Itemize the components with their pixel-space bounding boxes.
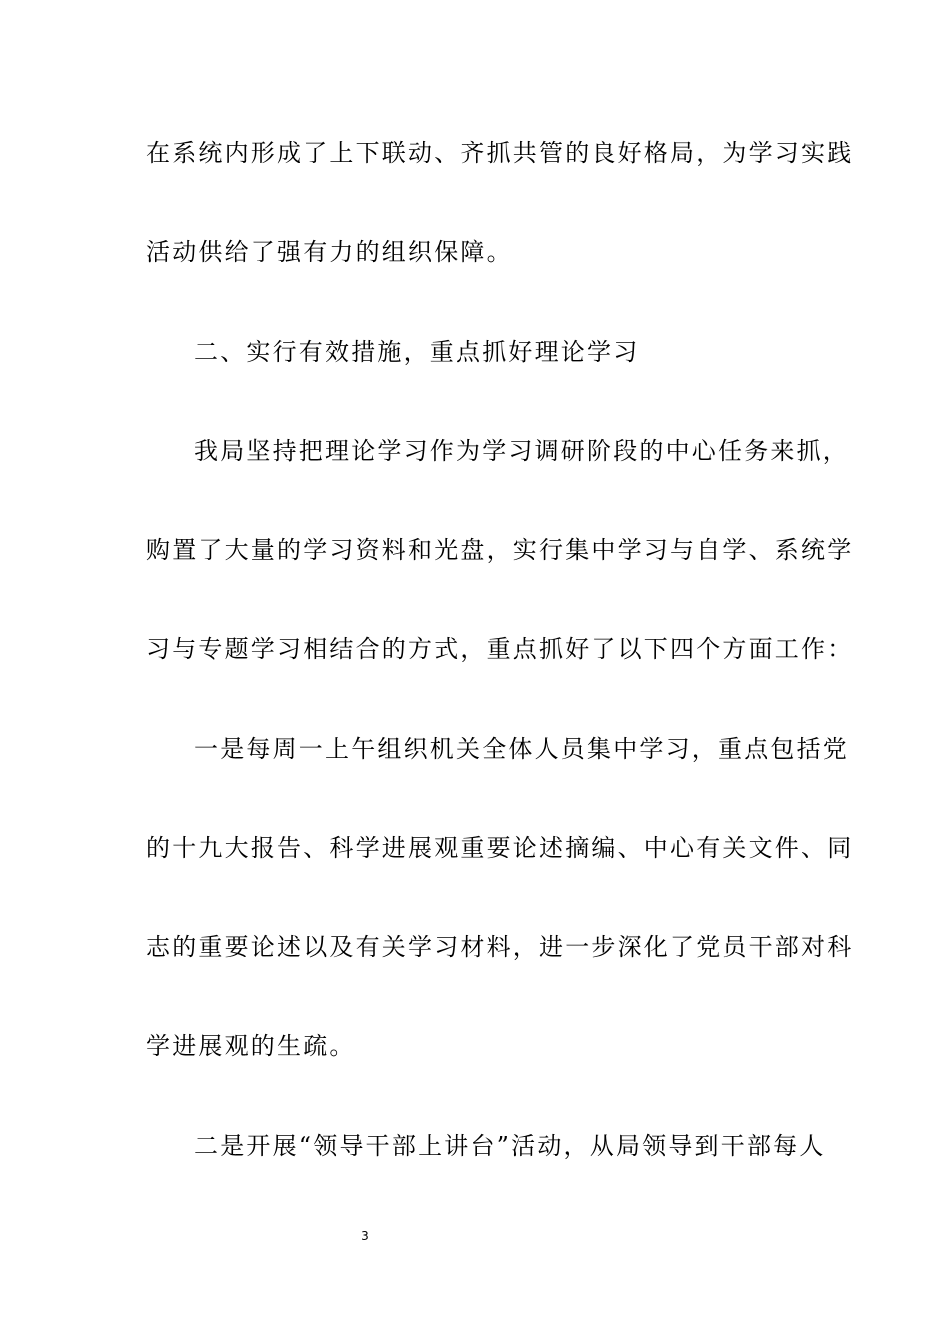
body-text-line: 我局坚持把理论学习作为学习调研阶段的中心任务来抓， xyxy=(194,437,849,465)
body-text-line: 二是开展“领导干部上讲台”活动，从局领导到干部每人 xyxy=(194,1132,826,1160)
body-text-line: 习与专题学习相结合的方式，重点抓好了以下四个方面工作： xyxy=(146,635,854,663)
body-text-line: 的十九大报告、科学进展观重要论述摘编、中心有关文件、同 xyxy=(146,834,854,862)
body-text-line: 学进展观的生疏。 xyxy=(146,1032,356,1060)
page-number: 3 xyxy=(361,1229,369,1243)
body-text-line: 在系统内形成了上下联动、齐抓共管的良好格局，为学习实践 xyxy=(146,139,854,167)
body-text-line: 活动供给了强有力的组织保障。 xyxy=(146,238,513,266)
body-text-line: 一是每周一上午组织机关全体人员集中学习，重点包括党 xyxy=(194,735,849,763)
body-text-line: 志的重要论述以及有关学习材料，进一步深化了党员干部对科 xyxy=(146,933,854,961)
section-heading: 二、实行有效措施，重点抓好理论学习 xyxy=(194,338,640,366)
body-text-line: 购置了大量的学习资料和光盘，实行集中学习与自学、系统学 xyxy=(146,536,854,564)
